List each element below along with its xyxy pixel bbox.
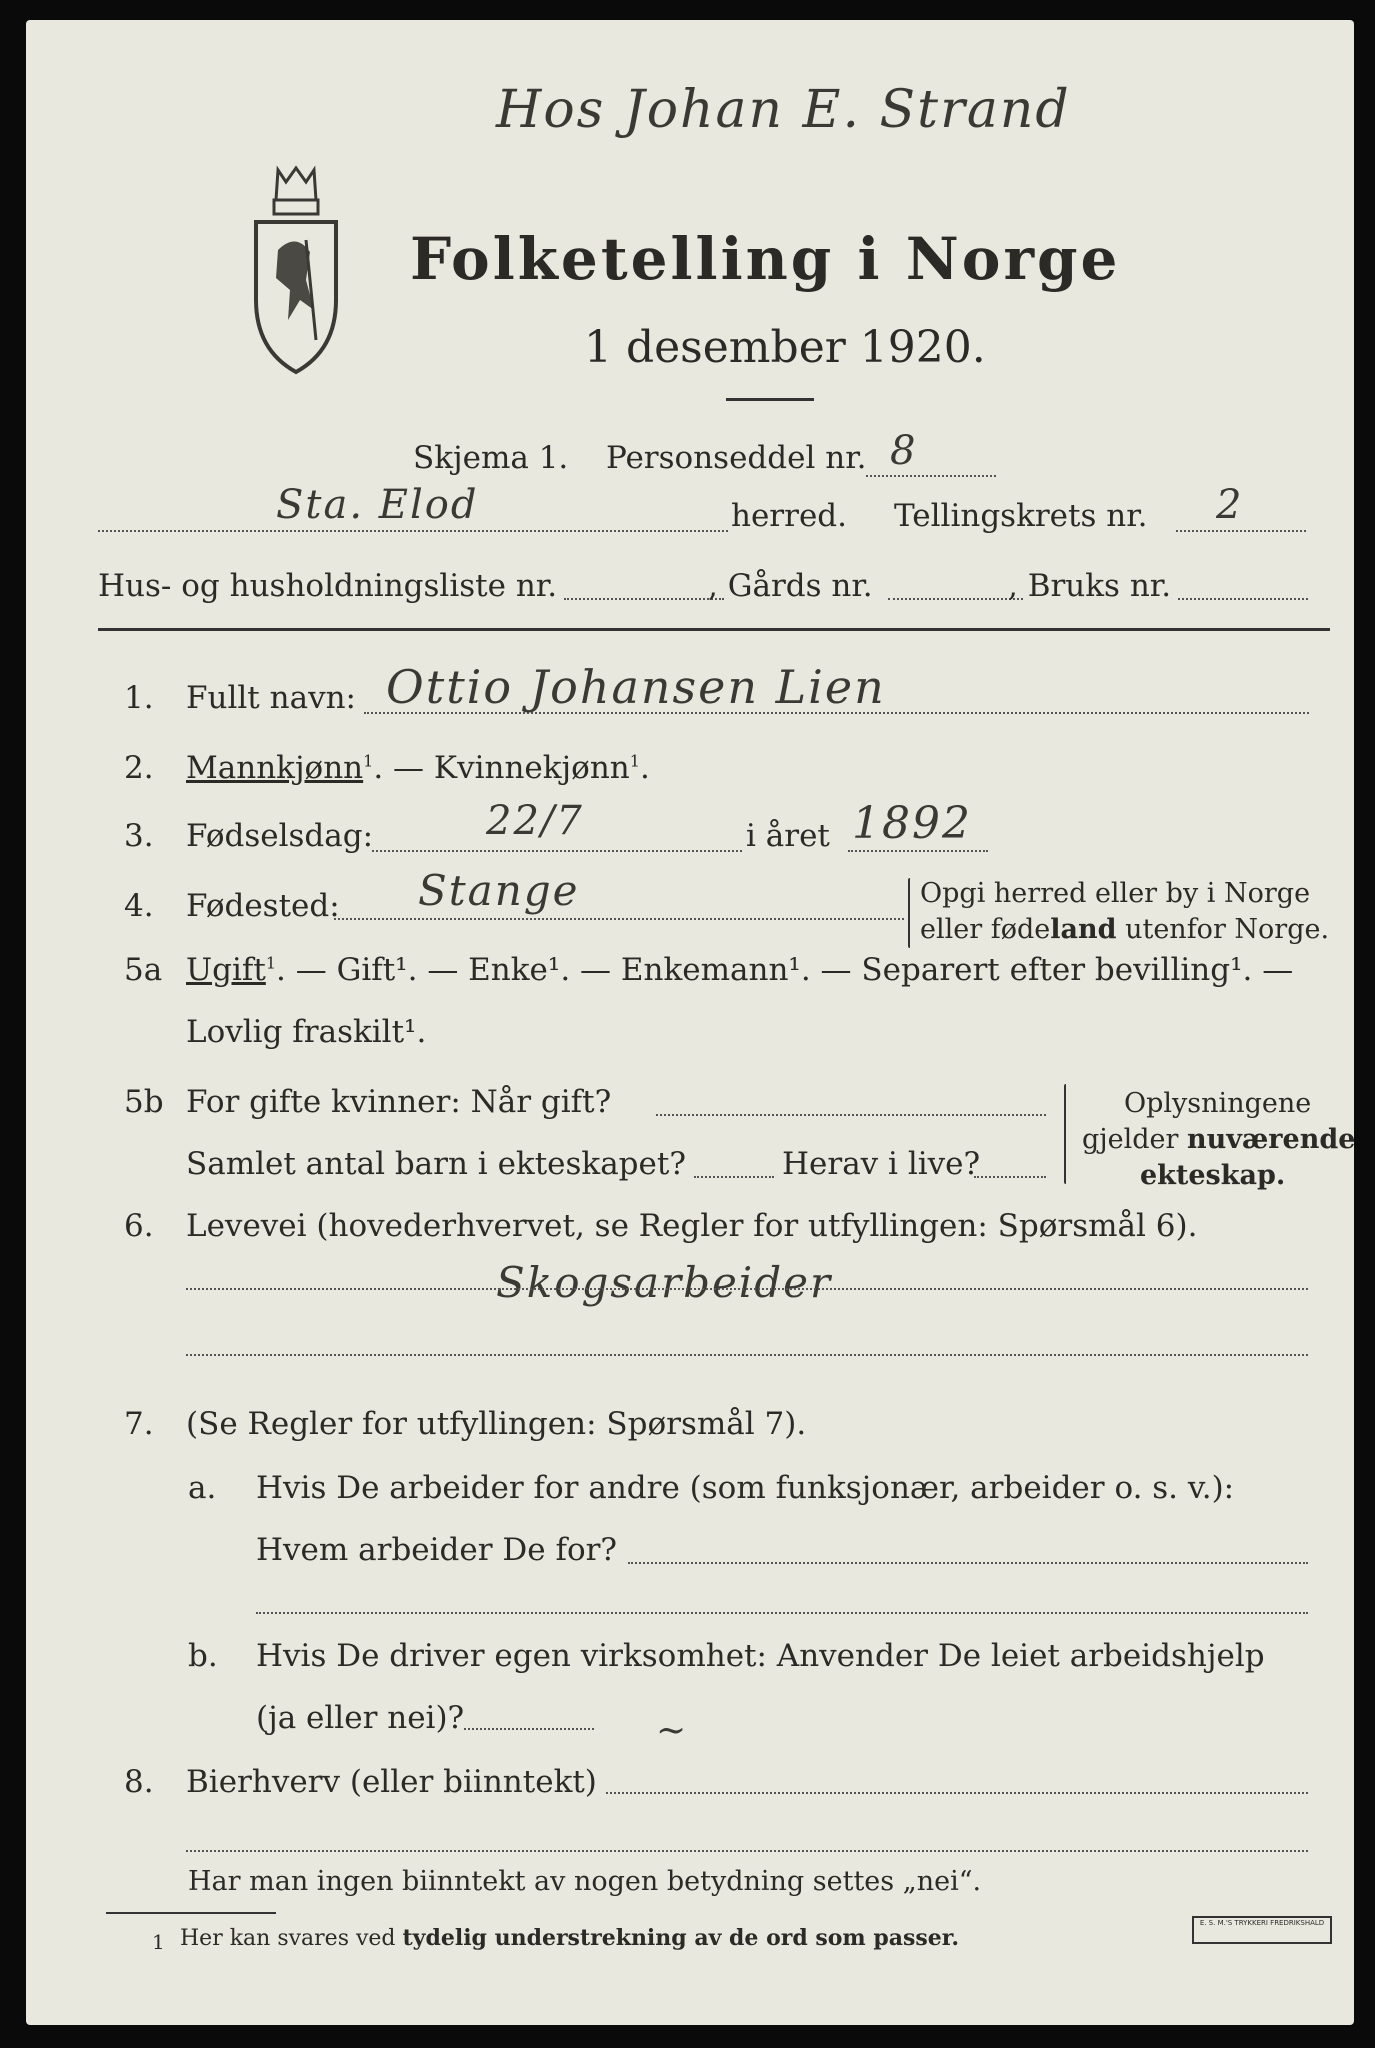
herred-value: Sta. Elod xyxy=(276,482,479,528)
q5b-married-when: For gifte kvinner: Når gift? xyxy=(186,1084,612,1120)
herred-field[interactable] xyxy=(98,530,728,532)
hus-label: Hus- og husholdningsliste nr. xyxy=(98,568,558,604)
q5b-number: 5b xyxy=(124,1084,164,1120)
q7a-label: a. xyxy=(188,1470,217,1506)
birth-year-value: 1892 xyxy=(852,798,972,849)
bruks-field[interactable] xyxy=(1178,598,1308,600)
occupation-field-2[interactable] xyxy=(186,1354,1308,1356)
birthplace-field[interactable] xyxy=(334,918,904,920)
q7b-label: b. xyxy=(188,1638,218,1674)
q4-note-line1: Opgi herred eller by i Norge xyxy=(920,878,1311,909)
employer-field-2[interactable] xyxy=(256,1612,1308,1614)
full-name-value: Ottio Johansen Lien xyxy=(386,660,886,714)
female-option[interactable]: Kvinnekjønn xyxy=(433,750,630,786)
q5b-alive-label: Herav i live? xyxy=(782,1146,981,1182)
occupation-field-1[interactable] xyxy=(186,1288,1308,1290)
birthday-value: 22/7 xyxy=(486,798,584,844)
q6-number: 6. xyxy=(124,1208,154,1244)
printer-stamp: E. S. M.'S TRYKKERI FREDRIKSHALD xyxy=(1192,1916,1332,1944)
q5a-number: 5a xyxy=(124,952,163,988)
birthday-field[interactable] xyxy=(372,850,742,852)
male-option[interactable]: Mannkjønn xyxy=(186,750,364,786)
year-label: i året xyxy=(746,818,830,854)
title-divider xyxy=(726,398,814,401)
footnote-marker: 1 xyxy=(152,1930,165,1954)
personseddel-label: Personseddel nr. xyxy=(606,440,867,476)
children-count-field[interactable] xyxy=(694,1176,774,1178)
q8-text: Bierhverv (eller biinntekt) xyxy=(186,1764,597,1800)
census-form-page xyxy=(26,20,1354,2025)
q3-number: 3. xyxy=(124,818,154,854)
q5b-note-line1: Oplysningene xyxy=(1124,1088,1312,1119)
occupation-value: Skogsarbeider xyxy=(496,1258,833,1307)
form-title: Folketelling i Norge xyxy=(410,225,1121,293)
side-income-value: ~ xyxy=(656,1710,689,1751)
q7b-text: Hvis De driver egen virksomhet: Anvender De leiet arbeidshjelp xyxy=(256,1638,1265,1674)
q4-label: Fødested: xyxy=(186,888,340,924)
lovlig-fraskilt-option[interactable]: Lovlig fraskilt¹. xyxy=(186,1014,427,1050)
q3-label: Fødselsdag: xyxy=(186,818,374,854)
norway-coat-of-arms-icon xyxy=(248,160,344,380)
marital-status-options: Ugift$^1$. — Gift¹. — Enke¹. — Enkemann¹. — Separert efter bevilling¹. — xyxy=(186,952,1294,988)
side-income-field-2[interactable] xyxy=(186,1850,1308,1852)
q4-note-line2: eller fødeland utenfor Norge. xyxy=(920,914,1330,945)
q6-text: Levevei (hovederhvervet, se Regler for utfyllingen: Spørsmål 6). xyxy=(186,1208,1198,1244)
birth-year-field[interactable] xyxy=(848,850,988,852)
gards-field[interactable] xyxy=(888,598,1023,600)
q2-number: 2. xyxy=(124,750,154,786)
q1-number: 1. xyxy=(124,680,154,716)
q5b-note-line3: ekteskap. xyxy=(1140,1160,1286,1191)
schema-label: Skjema 1. xyxy=(413,440,569,476)
q5b-children-label: Samlet antal barn i ekteskapet? xyxy=(186,1146,686,1182)
employer-field[interactable] xyxy=(628,1562,1308,1564)
tellingskrets-label: Tellingskrets nr. xyxy=(894,498,1148,534)
q4-bracket xyxy=(908,878,910,948)
q1-label: Fullt navn: xyxy=(186,680,356,716)
hus-field[interactable] xyxy=(564,598,724,600)
q7b-question: (ja eller nei)? xyxy=(256,1700,465,1736)
handwritten-header: Hos Johan E. Strand xyxy=(496,80,1071,140)
side-income-field[interactable] xyxy=(606,1792,1308,1794)
form-date: 1 desember 1920. xyxy=(584,322,986,373)
q7-number: 7. xyxy=(124,1406,154,1442)
personseddel-value: 8 xyxy=(890,428,918,474)
tellingskrets-field[interactable] xyxy=(1176,530,1306,532)
header-rule xyxy=(98,628,1330,631)
children-alive-field[interactable] xyxy=(974,1176,1046,1178)
q7a-question: Hvem arbeider De for? xyxy=(256,1532,618,1568)
q5b-bracket xyxy=(1064,1084,1066,1184)
sex-options: Mannkjønn$^1$. — Kvinnekjønn$^1$. xyxy=(186,750,650,786)
q4-number: 4. xyxy=(124,888,154,924)
footer-note: Har man ingen biinntekt av nogen betydning settes „nei“. xyxy=(188,1866,982,1897)
hired-help-field[interactable] xyxy=(464,1728,594,1730)
bruks-label: , Bruks nr. xyxy=(1008,568,1172,604)
gards-label: , Gårds nr. xyxy=(708,568,873,604)
q7-text: (Se Regler for utfyllingen: Spørsmål 7). xyxy=(186,1406,807,1442)
birthplace-value: Stange xyxy=(418,866,580,915)
tellingskrets-value: 2 xyxy=(1216,482,1244,528)
married-when-field[interactable] xyxy=(656,1114,1046,1116)
q8-number: 8. xyxy=(124,1764,154,1800)
footnote-text: Her kan svares ved tydelig understrekning av de ord som passer. xyxy=(180,1925,960,1951)
q5b-note-line2: gjelder nuværende xyxy=(1082,1124,1356,1155)
footnote-rule xyxy=(106,1912,276,1914)
herred-label: herred. xyxy=(731,498,847,534)
personseddel-field[interactable] xyxy=(866,475,996,477)
ugift-option[interactable]: Ugift xyxy=(186,952,266,988)
q7a-text: Hvis De arbeider for andre (som funksjonær, arbeider o. s. v.): xyxy=(256,1470,1235,1506)
